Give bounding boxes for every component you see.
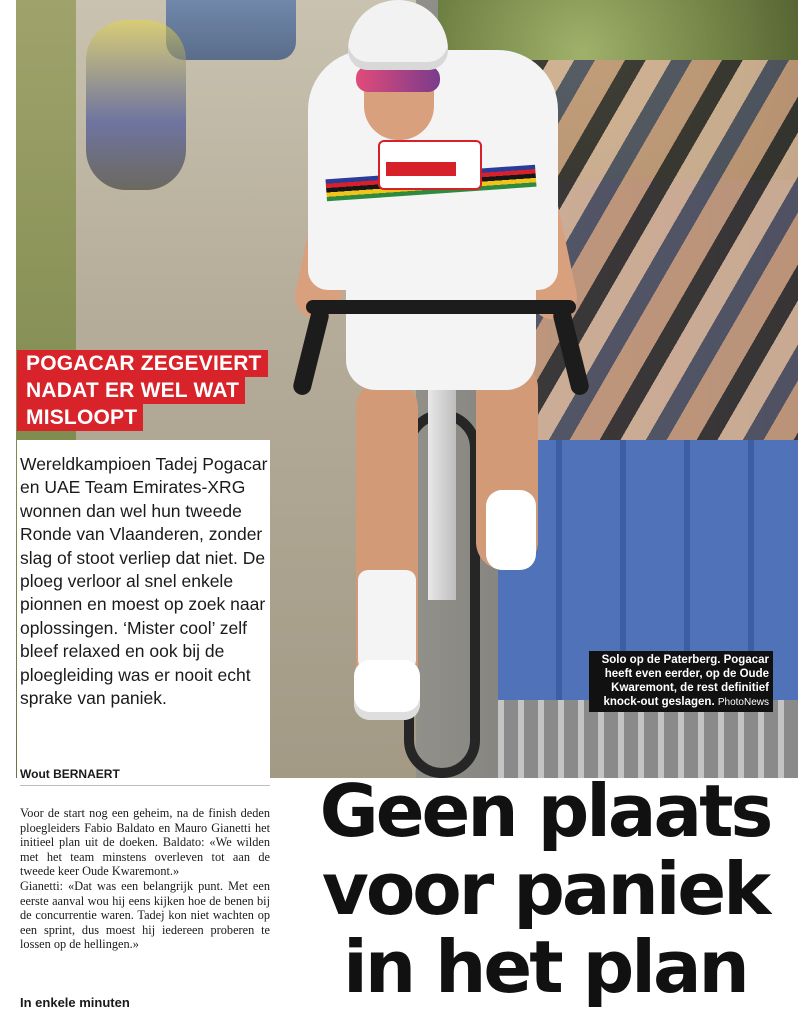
article-body [20, 806, 270, 952]
headline-line: Geen plaats [319, 769, 771, 853]
bike-handlebar [306, 300, 576, 314]
lead-paragraph: Wereldkampioen Tadej Pogacar en UAE Team Emirates-XRG wonnen dan wel hun tweede Ronde van Vlaanderen, zonder slag of stoot verliep dat niet. De ploeg verloor al snel enkele pionnen en moest op zoek naar oplossingen. ‘Mister cool’ zelf bleef relaxed en ook bij de ploegleiding was er nooit echt sprake van paniek. [20, 454, 268, 709]
photo-car [166, 0, 296, 60]
rider-shoe-right [486, 490, 536, 570]
kicker-line: POGACAR ZEGEVIERT [17, 350, 268, 377]
kicker-line: MISLOOPT [17, 404, 143, 431]
body-subhead: In enkele minuten [20, 995, 130, 1010]
rider-sock [358, 570, 416, 670]
photo-main-rider [286, 0, 586, 778]
kicker [17, 350, 268, 431]
rider-shorts [346, 280, 536, 390]
byline: Wout BERNAERT [20, 767, 120, 781]
headline-line: in het plan [343, 925, 747, 1009]
bike-handlebar-drop-left [291, 305, 330, 397]
bike-handlebar-drop-right [551, 305, 590, 397]
rider-helmet [348, 0, 448, 70]
headline-line: voor paniek [321, 847, 769, 931]
photo-caption-text: Solo op de Paterberg. Pogacar heeft even eerder, op de Oude Kwaremont, de rest definitief knock-out geslagen. [601, 654, 769, 708]
photo-caption [589, 651, 773, 712]
photo-background-rider [86, 20, 186, 190]
byline-divider [20, 785, 270, 786]
photo-credit: PhotoNews [717, 697, 769, 708]
jersey-sponsor-band [386, 162, 456, 176]
body-paragraph: Gianetti: «Dat was een belangrijk punt. Met een eerste aanval wou hij eens kijken hoe de benen bij de concurrentie waren. Tadej kon niet wachten op een sprint, dus moest hij iedereen proberen te lossen op de hellingen.» [20, 878, 270, 952]
kicker-line: NADAT ER WEL WAT [17, 377, 245, 404]
body-paragraph: Voor de start nog een geheim, na de finish deden ploegleiders Fabio Baldato en Mauro Gianetti het initieel plan uit de doeken. Baldato: «We wilden met het team minstens overleven tot aan de tweede keer Oude Kwaremont.» [20, 806, 270, 879]
rider-shoe-left [354, 660, 420, 720]
headline [280, 769, 810, 1009]
